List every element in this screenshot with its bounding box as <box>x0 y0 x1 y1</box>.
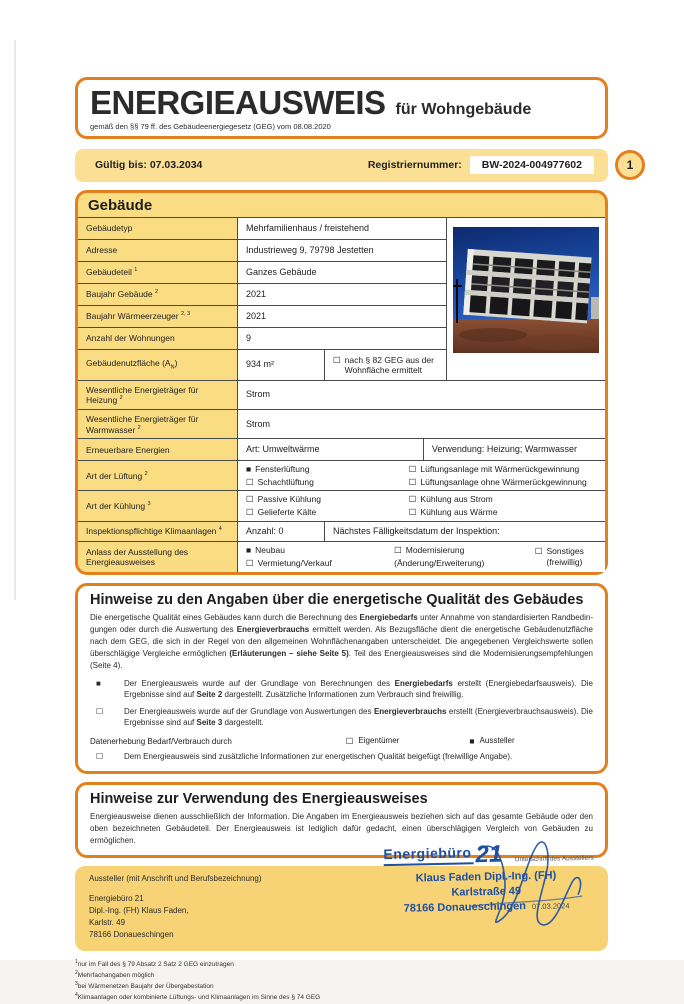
checkbox-unchecked: ☐ <box>333 354 341 365</box>
signature-caption: Unterschrift des Ausstellers <box>514 854 594 864</box>
issuer-section <box>75 840 608 951</box>
document-subtitle: für Wohngebäude <box>395 101 532 118</box>
checkbox-unchecked: ☐ <box>96 706 104 716</box>
checkbox-unchecked: ☐ <box>408 507 417 518</box>
row-value: 2021 <box>237 306 446 327</box>
checkbox-unchecked: ☐ <box>408 476 417 487</box>
stamp-date: 07.03.2024 <box>531 900 570 911</box>
checkbox-unchecked: ☐ <box>345 736 354 747</box>
quality-notes-section <box>75 583 608 774</box>
stamp-name: Klaus Faden Dipl.-Ing. (FH) <box>415 869 557 885</box>
verbrauchsausweis-item: ☐ Der Energieausweis wurde auf der Grundlage von Auswertungen des Energieverbrauchs erstellt (Energieverbrauchsausweis). Die Ergebnisse sind auf Seite 3 dargestellt. <box>96 706 594 728</box>
building-section <box>75 190 608 575</box>
renewables-type: Art: Umweltwärme <box>246 444 320 455</box>
scan-artifact-line <box>14 40 16 600</box>
quality-notes-paragraph: Die energetische Qualität eines Gebäudes kann durch die Berechnung des Energiebedarfs unter Annahme von standardisierten Randbedin-gungen oder durch die Auswertung des Energieverbrauchs ermittelt werden. Als Bezugsfläche dient die energetische Gebäudenutzfläche nach dem GEG, die sich in der Regel von den allgemeinen Wohnflächenangaben unterscheidet. Die angegebenen Vergleichswerte sollen überschlägige Vergleiche ermöglichen (Erläuterungen – siehe Seite 5). Teil des Energieausweises sind die Modernisierungsempfehlungen (Seite 4). <box>90 612 593 670</box>
row-value: Strom <box>237 410 605 438</box>
checkbox-unchecked: ☐ <box>96 752 104 762</box>
bedarfsausweis-item: ■ Der Energieausweis wurde auf der Grundlage von Berechnungen des Energiebedarfs erstellt (Energiebedarfsausweis). Die Ergebnisse sind auf Seite 2 dargestellt. Zusätzliche Informationen zum Verbrauch sind freiwillig. <box>96 678 593 700</box>
validity-bar <box>75 149 608 182</box>
table-row: Baujahr Gebäude $^2$ 2021 <box>78 284 446 306</box>
checkbox-unchecked: ☐ <box>246 557 254 568</box>
checkbox-unchecked: ☐ <box>534 546 543 557</box>
table-row: Gebäudeteil $^1$ Ganzes Gebäude <box>78 262 446 284</box>
valid-until: Gültig bis: 07.03.2034 <box>95 159 203 172</box>
row-value: Mehrfamilienhaus / freistehend <box>237 218 446 239</box>
stamp-street: Karlstraße 49 <box>451 884 522 899</box>
data-collection-row: Datenerhebung Bedarf/Verbrauch durch ☐ Eigentümer ■ Aussteller <box>90 736 515 747</box>
issuer-address: Energiebüro 21 Dipl.-Ing. (FH) Klaus Faden, Karlstr. 49 78166 Donaueschingen <box>89 893 189 939</box>
header-box <box>75 77 608 139</box>
table-row: Wesentliche Energieträger für Warmwasser $^2$ Strom <box>78 410 605 439</box>
table-row: Baujahr Wärmeerzeuger $^{2, 3}$ 2021 <box>78 306 446 328</box>
quality-notes-title: Hinweise zu den Angaben über die energetische Qualität des Gebäudes <box>90 591 584 608</box>
checkbox-unchecked: ☐ <box>408 494 417 505</box>
table-row: Gebäudetyp Mehrfamilienhaus / freistehend <box>78 218 446 240</box>
row-value: Industrieweg 9, 79798 Jestetten <box>237 240 446 261</box>
checkbox-checked: ■ <box>246 464 252 475</box>
checkbox-unchecked: ☐ <box>246 507 254 518</box>
hvac-count: Anzahl: 0 <box>246 525 284 536</box>
table-row: Inspektionspflichtige Klimaanlagen $^4$ Anzahl: 0 Nächstes Fälligkeitsdatum der Inspektion: <box>78 522 605 542</box>
hvac-next-inspection: Nächstes Fälligkeitsdatum der Inspektion: <box>324 522 605 541</box>
row-value: Ganzes Gebäude <box>237 262 446 283</box>
table-row: Erneuerbare Energien Art: Umweltwärme Verwendung: Heizung; Warmwasser <box>78 439 605 461</box>
checkbox-checked: ■ <box>469 736 475 747</box>
checkbox-unchecked: ☐ <box>408 464 417 475</box>
checkbox-checked: ■ <box>96 678 101 688</box>
table-row: Gebäudenutzfläche $(A_N)$ 934 m² ☐ nach § 82 GEG aus der Wohnfläche ermittelt <box>78 350 446 380</box>
registration-label: Registriernummer: <box>367 159 462 172</box>
renewables-usage: Verwendung: Heizung; Warmwasser <box>423 439 605 460</box>
table-row: Art der Kühlung $^3$ ☐ Passive Kühlung ☐ Gelieferte Kälte ☐ Kühlung aus Strom ☐ Kühlung aus Wärme <box>78 491 605 521</box>
stamp-city: 78166 Donaueschingen <box>403 899 527 915</box>
usage-notes-paragraph: Energieausweise dienen ausschließlich der Information. Die Angaben im Energieausweis beziehen sich auf das gesamte Gebäude oder den oben bezeichneten Gebäudeteil. Der Energieausweis ist lediglich dafür gedacht, einen überschlägigen Vergleich von Gebäuden zu ermöglichen. <box>90 811 593 845</box>
stamp-brand: Energiebüro <box>383 844 473 866</box>
additional-info-item: ☐ Dem Energieausweis sind zusätzliche Informationen zur energetischen Qualität beigefügt (freiwillige Angabe). <box>96 752 513 762</box>
checkbox-checked: ■ <box>246 545 252 556</box>
stamp-brand-number: 21 <box>475 840 503 868</box>
row-value: 9 <box>237 328 446 349</box>
building-photo <box>453 227 599 353</box>
usage-notes-title: Hinweise zur Verwendung des Energieausweises <box>90 790 428 807</box>
registration-number: BW-2024-004977602 <box>470 156 594 174</box>
table-row: Adresse Industrieweg 9, 79798 Jestetten <box>78 240 446 262</box>
issuer-stamp <box>369 841 602 916</box>
issuer-label: Aussteller (mit Anschrift und Berufsbezeichnung) <box>89 873 262 883</box>
document-content <box>75 77 634 1004</box>
row-value: Strom <box>237 381 605 409</box>
table-row: Anlass der Ausstellung des Energieausweises ■ Neubau ☐ Vermietung/Verkauf ☐ Modernisierung (Änderung/Erweiterung) ☐ Sonstiges (freiwillig) <box>78 542 605 572</box>
footnotes: $^1$nur im Fall des § 79 Absatz 2 Satz 2 GEG einzutragen $^2$Mehrfachangaben möglich $^3$bei Wärmenetzen Baujahr der Übergabestation $^4$Klimaanlagen oder kombinierte Lüftungs- und Klimaanlagen im Sinne des § 74 GEG <box>75 958 321 1002</box>
row-value: 2021 <box>237 284 446 305</box>
checkbox-unchecked: ☐ <box>246 494 254 505</box>
checkbox-unchecked: ☐ <box>394 545 402 556</box>
table-row: Wesentliche Energieträger für Heizung $^2$ Strom <box>78 381 605 410</box>
table-row: Anzahl der Wohnungen 9 <box>78 328 446 350</box>
checkbox-unchecked: ☐ <box>246 476 254 487</box>
row-value: 934 m² <box>246 359 275 370</box>
page-number-badge: 1 <box>615 150 645 180</box>
table-row: Art der Lüftung $^2$ ■ Fensterlüftung ☐ Schachtlüftung ☐ Lüftungsanlage mit Wärmerückgewinnung ☐ Lüftungsanlage ohne Wärmerückgewinnung <box>78 461 605 491</box>
building-section-title: Gebäude <box>78 193 605 218</box>
legal-reference: gemäß den §§ 79 ff. des Gebäudeenergiegesetz (GEG) vom 08.08.2020 <box>90 121 331 131</box>
document-title: ENERGIEAUSWEIS <box>90 84 386 121</box>
